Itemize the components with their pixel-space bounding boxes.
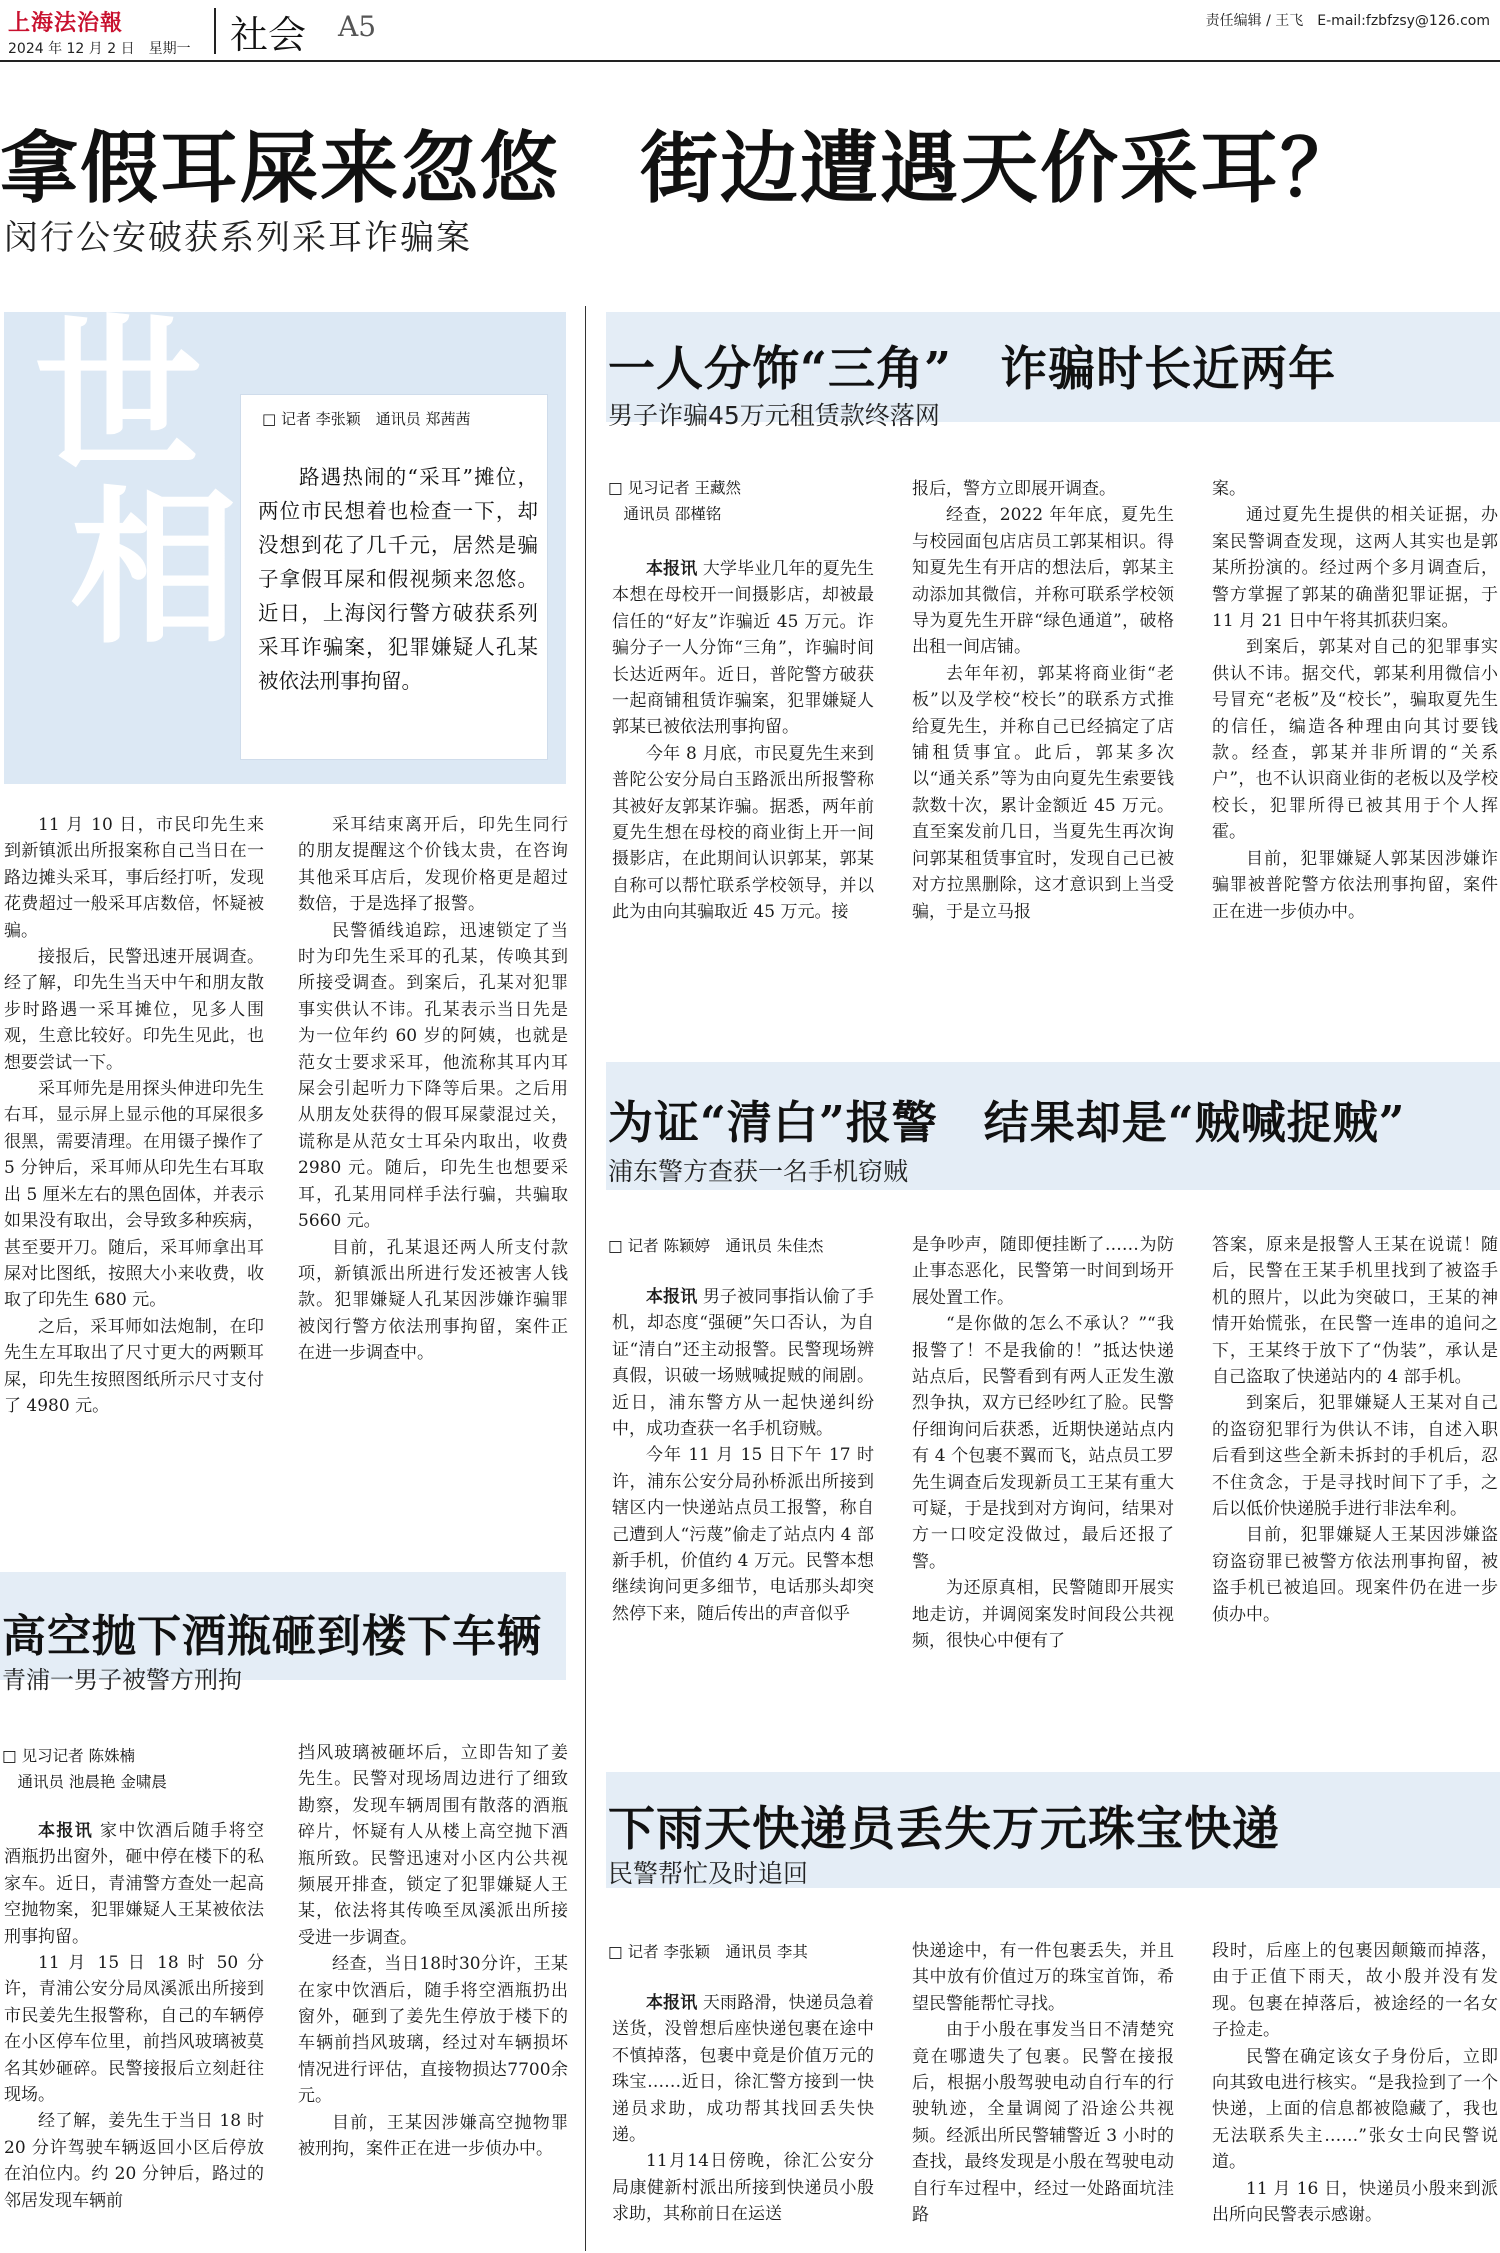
lead-paragraph: 路遇热闹的“采耳”摊位，两位市民想着也检查一下，却没想到花了几千元，居然是骗子拿假耳屎和假视频来忽悠。近日，上海闵行警方破获系列采耳诈骗案，犯罪嫌疑人孔某被依法刑事拘留。 xyxy=(258,465,538,693)
paragraph: 到案后，郭某对自己的犯罪事实供认不讳。据交代，郭某利用微信小号冒充“老板”及“校长”，骗取夏先生的信任，编造各种理由向其讨要钱款。经查，郭某并非所谓的“关系户”，也不认识商业街的老板以及学校校长，犯罪所得已被其用于个人挥霍。 xyxy=(1212,637,1498,843)
issue-date: 2024 年 12 月 2 日 星期一 xyxy=(8,41,191,57)
header-rule xyxy=(0,60,1500,62)
paragraph: 之后，采耳师如法炮制，在印先生左耳取出了尺寸更大的两颗耳屎，印先生按照图纸所示尺寸支付了 4980 元。 xyxy=(4,1316,264,1416)
paragraph: 今年 11 月 15 日下午 17 时许，浦东公安分局孙桥派出所接到辖区内一快递站点员工报警，称自己遭到人“污蔑”偷走了站点内 4 部新手机，价值约 4 万元。民警本想继续询问更多细节，电话那头却突然停下来，随后传出的声音似乎 xyxy=(612,1445,874,1624)
column-divider xyxy=(585,306,586,2251)
paragraph: 目前，孔某退还两人所支付款项，新镇派出所进行发还被害人钱款。犯罪嫌疑人孔某因涉嫌诈骗罪被闵行警方依法刑事拘留，案件正在进一步调查中。 xyxy=(298,1237,568,1364)
column-char-xiang: 相 xyxy=(70,469,238,667)
paragraph: 采耳结束离开后，印先生同行的朋友提醒这个价钱太贵，在咨询其他采耳店后，发现价格更是超过数倍，于是选择了报警。 xyxy=(298,815,568,915)
story3-col-3 xyxy=(1212,1232,1498,1714)
masthead-logo: 上海法治報 xyxy=(8,10,124,36)
paragraph: 快递途中，有一件包裹丢失，并且其中放有价值过万的珠宝首饰，希望民警能帮忙寻找。 xyxy=(912,1941,1174,2014)
paragraph: 为还原真相，民警随即开展实地走访，并调阅案发时间段公共视频，很快心中便有了 xyxy=(912,1578,1174,1652)
story5-col-2 xyxy=(912,1938,1174,2248)
paragraph: 报后，警方立即展开调查。 xyxy=(912,479,1116,499)
paragraph: 目前，王某因涉嫌高空抛物罪被刑拘，案件正在进一步侦办中。 xyxy=(298,2112,568,2160)
paragraph: 经查，2022 年年底，夏先生与校园面包店店员工郭某相识。得知夏先生有开店的想法后，郭某主动添加其微信，并称可联系学校领导为夏先生开辟“绿色通道”，破格出租一间店铺。 xyxy=(912,505,1174,658)
paragraph: 段时，后座上的包裹因颠簸而掉落，由于正值下雨天，故小殷并没有发现。包裹在掉落后，被途经的一名女子捡走。 xyxy=(1212,1941,1498,2041)
paragraph: 目前，犯罪嫌疑人王某因涉嫌盗窃盗窃罪已被警方依法刑事拘留，被盗手机已被追回。现案件仍在进一步侦办中。 xyxy=(1212,1525,1498,1625)
story4-headline: 高空抛下酒瓶砸到楼下车辆 xyxy=(2,1611,542,1662)
lead-tag: 本报讯 xyxy=(38,1821,94,1841)
main-col-1 xyxy=(4,812,264,1512)
story5-byline: □ 记者 李张颖 通讯员 李其 xyxy=(608,1943,808,1961)
story5-col-1 xyxy=(612,1990,874,2248)
paragraph-text: 家中饮酒后随手将空酒瓶扔出窗外，砸中停在楼下的私家车。近日，青浦警方查处一起高空抛物案，犯罪嫌疑人王某被依法刑事拘留。 xyxy=(4,1821,264,1947)
paragraph xyxy=(4,1818,264,1950)
paragraph: 案。 xyxy=(1212,479,1246,499)
paragraph: 去年年初，郭某将商业街“老板”以及学校“校长”的联系方式推给夏先生，并称自己已经搞定了店铺租赁事宜。此后，郭某多次以“通关系”等为由向夏先生索要钱款数十次，累计金额近 45 万元。直至案发前几日，当夏先生再次询问郭某租赁事宜时，发现自己已被对方拉黑删除，这才意识到上当受骗，于是立马报 xyxy=(912,663,1174,922)
story2-subhead: 男子诈骗45万元租赁款终落网 xyxy=(608,401,940,430)
paragraph xyxy=(612,1990,874,2148)
story4-col-2 xyxy=(298,1740,568,2248)
paragraph: 民警在确定该女子身份后，立即向其致电进行核实。“是我捡到了一个快递，上面的信息都被隐藏了，我也无法联系失主……”张女士向民警说道。 xyxy=(1212,2046,1498,2173)
paragraph: 11 月 15 日 18 时 50 分许，青浦公安分局凤溪派出所接到市民姜先生报警称，自己的车辆停在小区停车位里，前挡风玻璃被莫名其妙砸碎。民警接报后立刻赶往现场。 xyxy=(4,1953,264,2106)
paragraph: 11 月 10 日，市民印先生来到新镇派出所报案称自己当日在一路边摊头采耳，事后经打听，发现花费超过一般采耳店数倍，怀疑被骗。 xyxy=(4,815,264,941)
paragraph: 挡风玻璃被砸坏后，立即告知了姜先生。民警对现场周边进行了细致勘察，发现车辆周围有散落的酒瓶碎片，怀疑有人从楼上高空抛下酒瓶所致。民警迅速对小区内公共视频展开排查，锁定了犯罪嫌疑人王某，依法将其传唤至凤溪派出所接受进一步调查。 xyxy=(298,1743,568,1948)
lead-tag: 本报讯 xyxy=(646,559,698,579)
story2-col-3 xyxy=(1212,476,1498,1012)
story4-subhead: 青浦一男子被警方刑拘 xyxy=(2,1666,242,1694)
story3-byline: □ 记者 陈颖婷 通讯员 朱佳杰 xyxy=(608,1237,824,1255)
story2-byline-2: 通讯员 邵槿铭 xyxy=(608,505,722,523)
story4-byline-2: 通讯员 池晨艳 金啸晨 xyxy=(2,1773,167,1791)
paragraph-text: 男子被同事指认偷了手机，却态度“强硬”矢口否认，为自证“清白”还主动报警。民警现场辨真假，识破一场贼喊捉贼的闹剧。近日，浦东警方从一起快递纠纷中，成功查获一名手机窃贼。 xyxy=(612,1287,874,1440)
page-code: A5 xyxy=(338,10,377,43)
story3-col-1 xyxy=(612,1284,874,1714)
paragraph: 由于小殷在事发当日不清楚究竟在哪遗失了包裹。民警在接报后，根据小殷驾驶电动自行车的行驶轨迹，全量调阅了沿途公共视频。经派出所民警辅警近 3 小时的查找，最终发现是小殷在驾驶电动自行车过程中，经过一处路面坑洼路 xyxy=(912,2020,1174,2226)
paragraph: 11 月 16 日，快递员小殷来到派出所向民警表示感谢。 xyxy=(1212,2178,1498,2226)
story5-col-3 xyxy=(1212,1938,1498,2248)
lead-tag: 本报讯 xyxy=(646,1287,698,1307)
story2-headline: 一人分饰“三角” 诈骗时长近两年 xyxy=(608,342,1337,397)
story3-col-2 xyxy=(912,1232,1174,1714)
main-subheadline: 闵行公安破获系列采耳诈骗案 xyxy=(4,218,472,258)
paragraph: “是你做的怎么不承认？”“我报警了！不是我偷的！”抵达快递站点后，民警看到有两人正发生激烈争执，双方已经吵红了脸。民警仔细询问后获悉，近期快递站点内有 4 个包裹不翼而飞，站点员工罗先生调查后发现新员工王某有重大可疑，于是找到对方询问，结果对方一口咬定没做过，最后还报了警。 xyxy=(912,1314,1174,1572)
paragraph: 经查，当日18时30分许，王某在家中饮酒后，随手将空酒瓶扔出窗外，砸到了姜先生停放于楼下的车辆前挡风玻璃，经过对车辆损坏情况进行评估，直接物损达7700余元。 xyxy=(298,1954,568,2107)
story3-subhead: 浦东警方查获一名手机窃贼 xyxy=(608,1157,909,1186)
column-char-shi: 世 xyxy=(34,297,202,495)
story5-headline: 下雨天快递员丢失万元珠宝快递 xyxy=(608,1802,1280,1857)
paragraph: 答案，原来是报警人王某在说谎！随后，民警在王某手机里找到了被盗手机的照片，以此为突破口，王某的神情开始慌张，在民警一连串的追问之下，王某终于放下了“伪装”，承认是自己盗取了快递站内的 4 部手机。 xyxy=(1212,1235,1498,1388)
story2-col-1 xyxy=(612,556,874,1012)
paragraph: 采耳师先是用探头伸进印先生右耳，显示屏上显示他的耳屎很多很黑，需要清理。在用镊子操作了 5 分钟后，采耳师从印先生右耳取出 5 厘米左右的黑色固体，并表示如果没有取出，会导致多种疾病，甚至要开刀。随后，采耳师拿出耳屎对比图纸，按照大小来收费，收取了印先生 680 元。 xyxy=(4,1079,264,1311)
paragraph xyxy=(612,1284,874,1442)
paragraph xyxy=(612,556,874,741)
main-headline: 拿假耳屎来忽悠 街边遭遇天价采耳？ xyxy=(0,123,1361,214)
paragraph-text: 大学毕业几年的夏先生本想在母校开一间摄影店，却被最信任的“好友”诈骗近 45 万元。诈骗分子一人分饰“三角”，诈骗时间长达近两年。近日，普陀警方破获一起商铺租赁诈骗案，犯罪嫌疑人郭某已被依法刑事拘留。 xyxy=(612,559,874,738)
story4-byline-1: □ 见习记者 陈姝楠 xyxy=(2,1747,135,1765)
paragraph: 经了解，姜先生于当日 18 时 20 分许驾驶车辆返回小区后停放在泊位内。约 20 分钟后，路过的邻居发现车辆前 xyxy=(4,2111,264,2211)
paragraph: 民警循线追踪，迅速锁定了当时为印先生采耳的孔某，传唤其到所接受调查。到案后，孔某对犯罪事实供认不讳。孔某表示当日先是为一位年约 60 岁的阿姨，也就是范女士要求采耳，他流称其耳内耳屎会引起听力下降等后果。之后用从朋友处获得的假耳屎蒙混过关，谎称是从范女士耳朵内取出，收费 2980 元。随后，印先生也想要采耳，孔某用同样手法行骗，共骗取 5660 元。 xyxy=(298,920,568,1232)
story3-headline: 为证“清白”报警 结果却是“贼喊捉贼” xyxy=(608,1096,1406,1149)
editor-credit: 责任编辑 / 王飞 E-mail:fzbfzsy@126.com xyxy=(1205,13,1490,29)
story2-col-2 xyxy=(912,476,1174,1012)
section-name: 社会 xyxy=(230,13,307,57)
paragraph: 今年 8 月底，市民夏先生来到普陀公安分局白玉路派出所报警称其被好友郭某诈骗。据悉，两年前夏先生想在母校的商业街上开一间摄影店，在此期间认识郭某，郭某自称可以帮忙联系学校领导，并以此为由向其骗取近 45 万元。接 xyxy=(612,743,874,923)
story2-byline-1: □ 见习记者 王藏然 xyxy=(608,479,741,497)
story5-subhead: 民警帮忙及时追回 xyxy=(608,1859,809,1888)
story4-col-1 xyxy=(4,1818,264,2248)
paragraph-text: 天雨路滑，快递员急着送货，没曾想后座快递包裹在途中不慎掉落，包裹中竟是价值万元的珠宝……近日，徐汇警方接到一快递员求助，成功帮其找回丢失快递。 xyxy=(612,1993,874,2146)
main-col-2 xyxy=(298,812,568,1512)
byline: □ 记者 李张颖 通讯员 郑茜茜 xyxy=(262,410,471,428)
header-divider xyxy=(214,8,216,54)
paragraph: 到案后，犯罪嫌疑人王某对自己的盗窃犯罪行为供认不讳，自述入职后看到这些全新未拆封的手机后，忍不住贪念，于是寻找时间下了手，之后以低价快递脱手进行非法牟利。 xyxy=(1212,1393,1498,1520)
paragraph: 是争吵声，随即便挂断了……为防止事态恶化，民警第一时间到场开展处置工作。 xyxy=(912,1235,1174,1308)
paragraph: 接报后，民警迅速开展调查。经了解，印先生当天中午和朋友散步时路遇一采耳摊位，见多人围观，生意比较好。印先生见此，也想要尝试一下。 xyxy=(4,947,264,1073)
paragraph: 通过夏先生提供的相关证据，办案民警调查发现，这两人其实也是郭某所扮演的。经过两个多月调查后，警方掌握了郭某的确凿犯罪证据，于 11 月 21 日中午将其抓获归案。 xyxy=(1212,505,1498,632)
lead-tag: 本报讯 xyxy=(646,1993,698,2013)
paragraph: 目前，犯罪嫌疑人郭某因涉嫌诈骗罪被普陀警方依法刑事拘留，案件正在进一步侦办中。 xyxy=(1212,848,1498,922)
paragraph: 11月14日傍晚，徐汇公安分局康健新村派出所接到快递员小殷求助，其称前日在运送 xyxy=(612,2151,874,2225)
